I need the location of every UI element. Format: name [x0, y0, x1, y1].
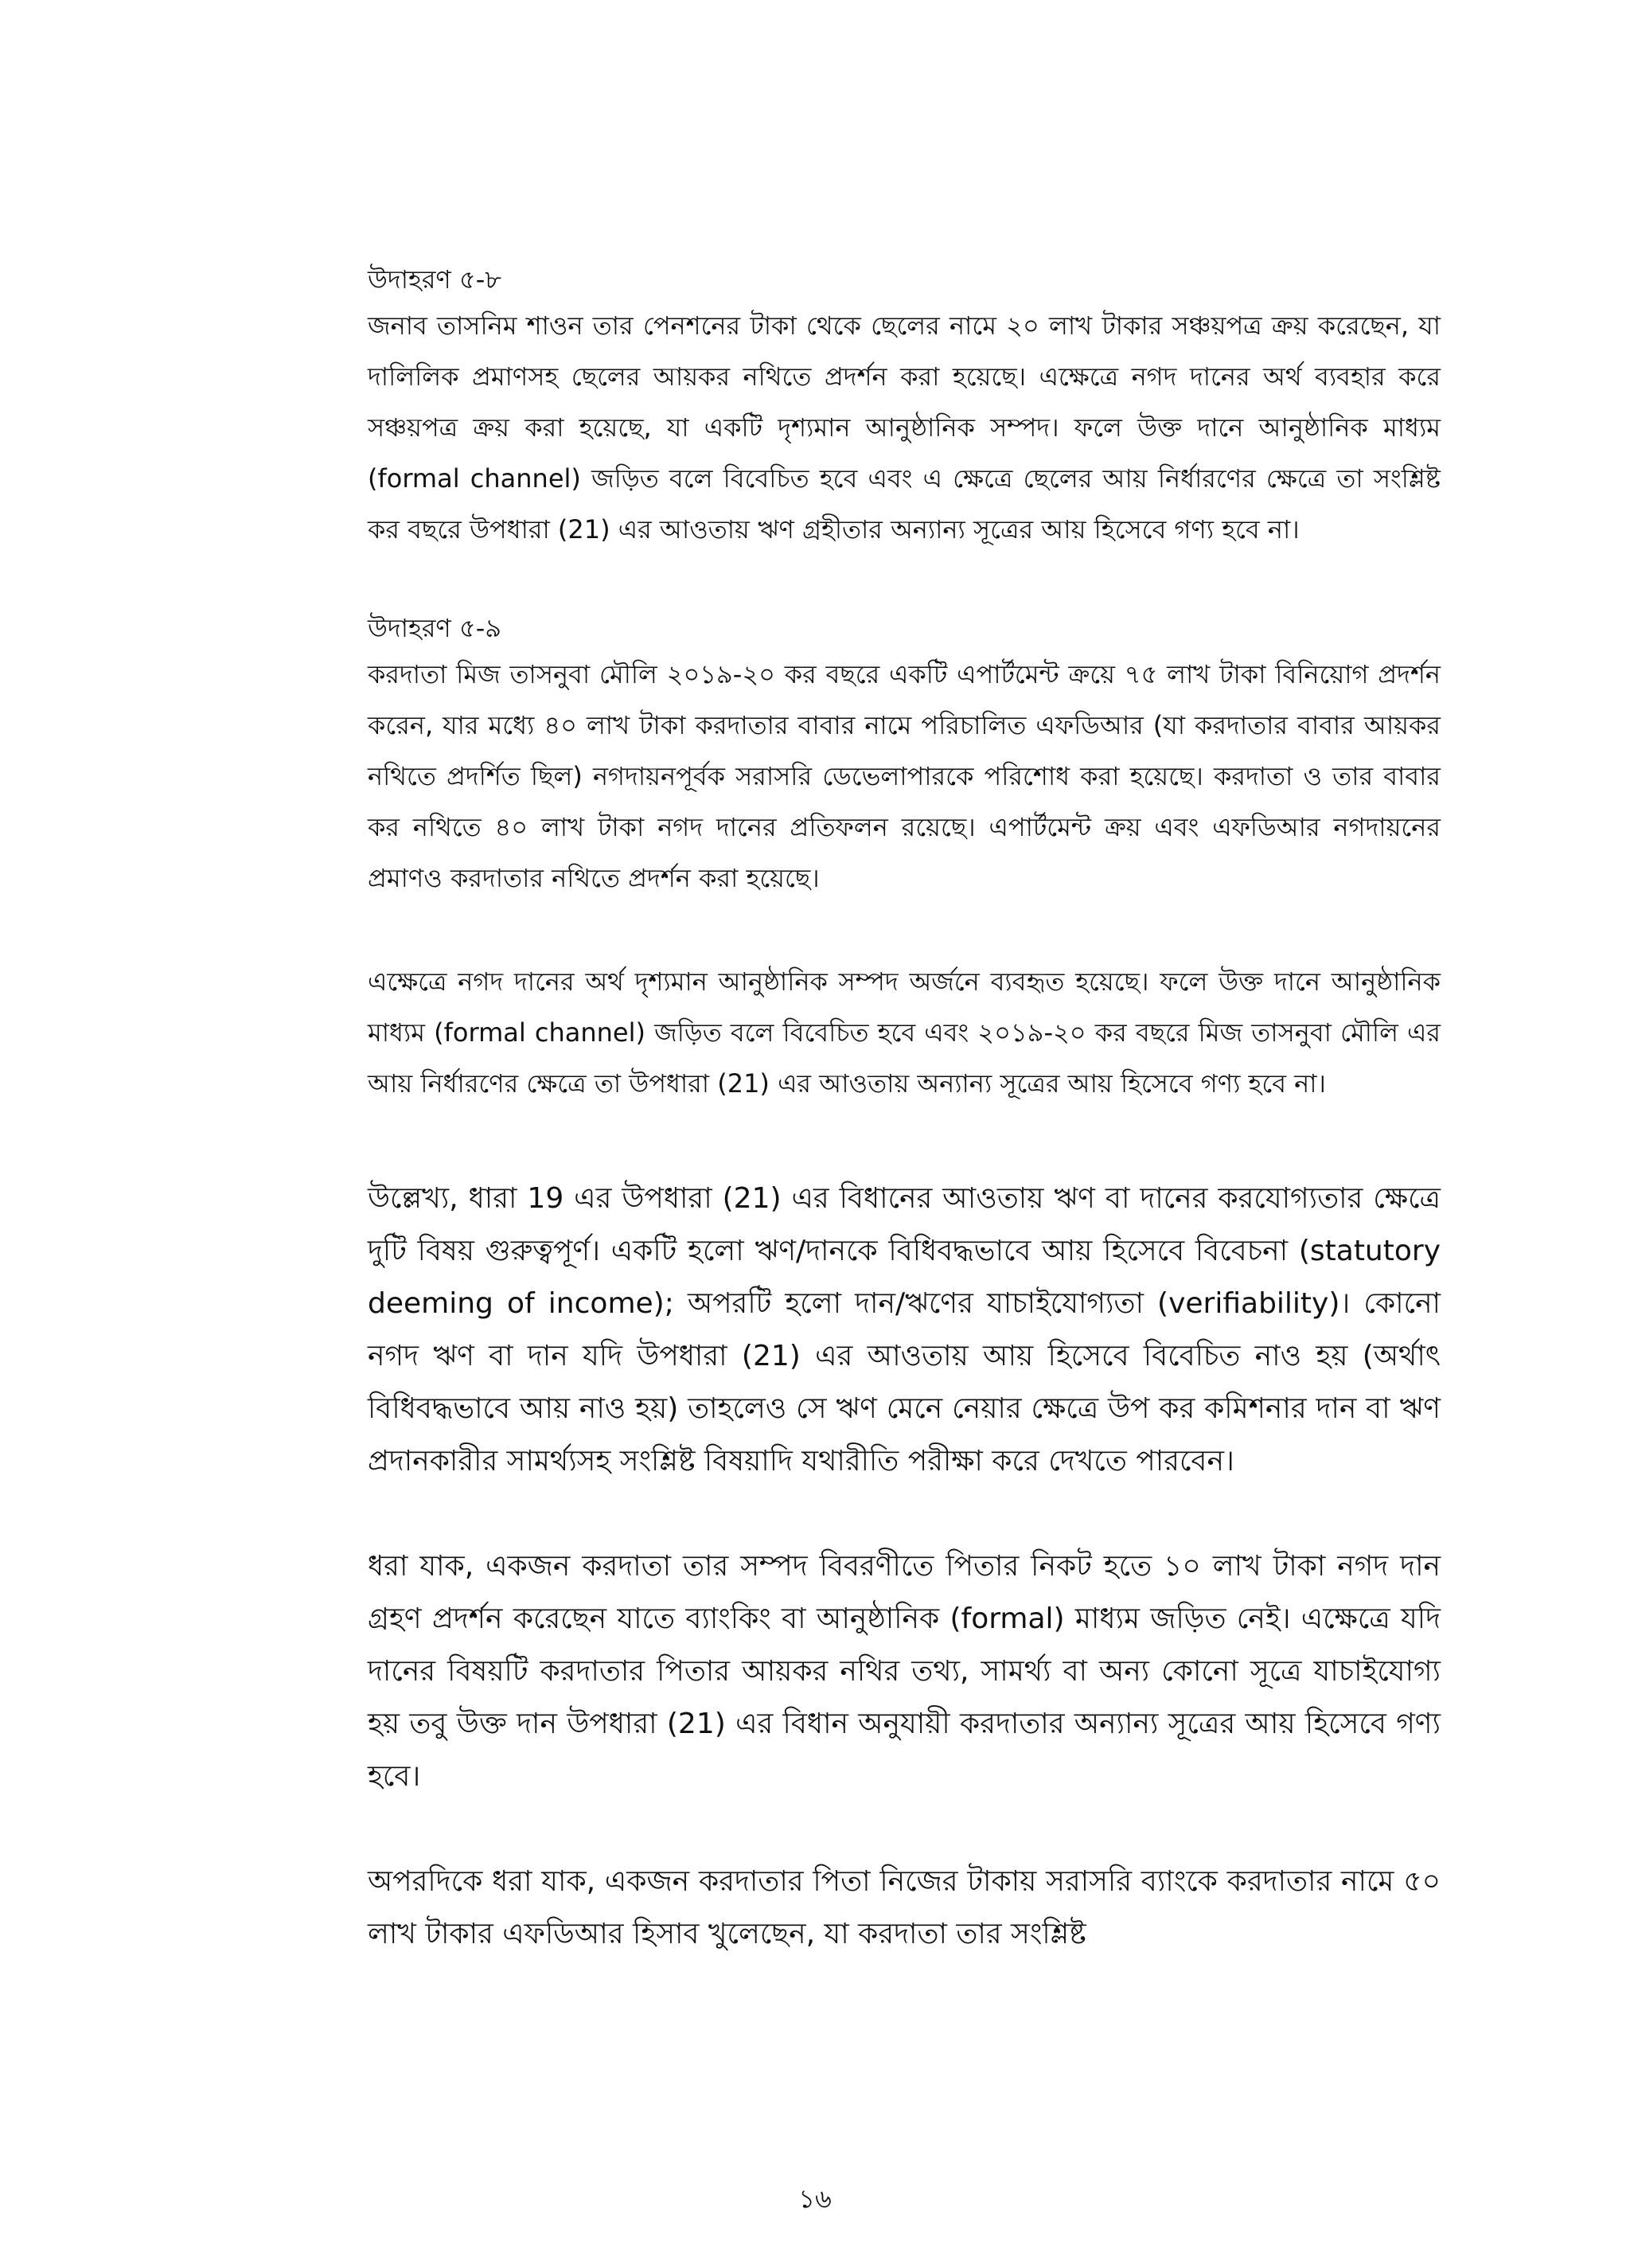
scenario-one-paragraph: ধরা যাক, একজন করদাতা তার সম্পদ বিবরণীতে পিতার নিকট হতে ১০ লাখ টাকা নগদ দান গ্রহণ প্রদর্শন করেছেন যাতে ব্যাংকিং বা আনুষ্ঠানিক (formal) মাধ্যম জড়িত নেই। এক্ষেত্রে যদি দানের বিষয়টি করদাতার পিতার আয়কর নথির তথ্য, সামর্থ্য বা অন্য কোনো সূত্রে যাচাইযোগ্য হয় তবু উক্ত দান উপধারা (21) এর বিধান অনুযায়ী করদাতার অন্যান্য সূত্রের আয় হিসেবে গণ্য হবে। — [368, 1550, 1441, 1793]
example-5-9-conclusion: এক্ষেত্রে নগদ দানের অর্থ দৃশ্যমান আনুষ্ঠানিক সম্পদ অর্জনে ব্যবহৃত হয়েছে। ফলে উক্ত দানে আনুষ্ঠানিক মাধ্যম (formal channel) জড়িত বলে বিবেচিত হবে এবং ২০১৯-২০ কর বছরে মিজ তাসনুবা মৌলি এর আয় নির্ধারণের ক্ষেত্রে তা উপধারা (21) এর আওতায় অন্যান্য সূত্রের আয় হিসেবে গণ্য হবে না। — [368, 966, 1441, 1099]
spacer — [368, 1803, 1441, 1856]
page-number: ১৬ — [798, 2184, 832, 2214]
example-5-9-title: উদাহরণ ৫-৯ — [368, 613, 502, 643]
spacer — [368, 904, 1441, 956]
spacer — [368, 555, 1441, 607]
example-5-8-body: জনাব তাসনিম শাওন তার পেনশনের টাকা থেকে ছেলের নামে ২০ লাখ টাকার সঞ্চয়পত্র ক্রয় করেছেন, যা দালিলিক প্রমাণসহ ছেলের আয়কর নথিতে প্রদর্শন করা হয়েছে। এক্ষেত্রে নগদ দানের অর্থ ব্যবহার করে সঞ্চয়পত্র ক্রয় করা হয়েছে, যা একটি দৃশ্যমান আনুষ্ঠানিক সম্পদ। ফলে উক্ত দানে আনুষ্ঠানিক মাধ্যম (formal channel) জড়িত বলে বিবেচিত হবে এবং এ ক্ষেত্রে ছেলের আয় নির্ধারণের ক্ষেত্রে তা সংশ্লিষ্ট কর বছরে উপধারা (21) এর আওতায় ঋণ গ্রহীতার অন্যান্য সূত্রের আয় হিসেবে গণ্য হবে না। — [368, 310, 1441, 545]
note-paragraph: উল্লেখ্য, ধারা 19 এর উপধারা (21) এর বিধানের আওতায় ঋণ বা দানের করযোগ্যতার ক্ষেত্রে দুটি বিষয় গুরুত্বপূর্ণ। একটি হলো ঋণ/দানকে বিধিবদ্ধভাবে আয় হিসেবে বিবেচনা (statutory deeming of income); অপরটি হলো দান/ঋণের যাচাইযোগ্যতা (verifiability)। কোনো নগদ ঋণ বা দান যদি উপধারা (21) এর আওতায় আয় হিসেবে বিবেচিত নাও হয় (অর্থাৎ বিধিবদ্ধভাবে আয় নাও হয়) তাহলেও সে ঋণ মেনে নেয়ার ক্ষেত্রে উপ কর কমিশনার দান বা ঋণ প্রদানকারীর সামর্থ্যসহ সংশ্লিষ্ট বিষয়াদি যথারীতি পরীক্ষা করে দেখতে পারবেন। — [368, 1182, 1441, 1478]
page-content — [368, 259, 1441, 1961]
spacer — [368, 1109, 1441, 1173]
example-5-8-title: উদাহরণ ৫-৮ — [368, 264, 502, 295]
example-5-9-body: করদাতা মিজ তাসনুবা মৌলি ২০১৯-২০ কর বছরে একটি এপার্টমেন্ট ক্রয়ে ৭৫ লাখ টাকা বিনিয়োগ প্রদর্শন করেন, যার মধ্যে ৪০ লাখ টাকা করদাতার বাবার নামে পরিচালিত এফডিআর (যা করদাতার বাবার আয়কর নথিতে প্রদর্শিত ছিল) নগদায়নপূর্বক সরাসরি ডেভেলাপারকে পরিশোধ করা হয়েছে। করদাতা ও তার বাবার কর নথিতে ৪০ লাখ টাকা নগদ দানের প্রতিফলন রয়েছে। এপার্টমেন্ট ক্রয় এবং এফডিআর নগদায়নের প্রমাণও করদাতার নথিতে প্রদর্শন করা হয়েছে। — [368, 659, 1441, 893]
spacer — [368, 1488, 1441, 1540]
scenario-two-paragraph: অপরদিকে ধরা যাক, একজন করদাতার পিতা নিজের টাকায় সরাসরি ব্যাংকে করদাতার নামে ৫০ লাখ টাকার এফডিআর হিসাব খুলেছেন, যা করদাতা তার সংশ্লিষ্ট — [368, 1865, 1441, 1950]
